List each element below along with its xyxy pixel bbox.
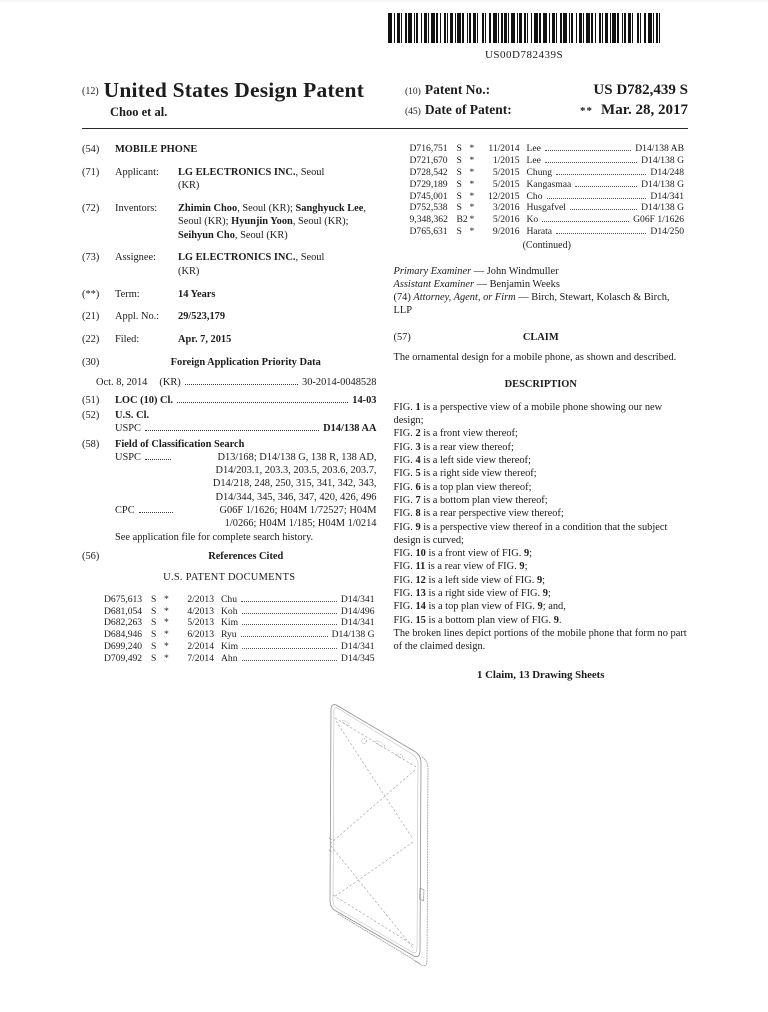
date-value: ** Mar. 28, 2017 <box>580 102 688 118</box>
claim-text: The ornamental design for a mobile phone, as shown and described. <box>393 352 677 364</box>
fig-description: FIG. 10 is a front view of FIG. 9; <box>393 548 533 560</box>
field-appl-no: (21) Appl. No.: 29/523,179 <box>82 311 226 323</box>
phone-perspective-drawing <box>296 692 464 988</box>
field-of-search: (58) Field of Classification Search USPC D13/168; D14/138 G, 138 R, 138 AD, D14/203.1, 203.3, 203.5, 203.6, 203.7, D14/218, 248, 250, 315, 341, 342, 343, D14/344, 345, 346, 347, 420, 426, 496 CPC G06F 1/1626; H04M 1/72527; H04M 1/0266; H04M 1/185; H04M 1/0214 See application file for complete search history. <box>82 438 377 543</box>
left-column <box>82 143 377 682</box>
field-us-cl: (52) U.S. Cl. USPC D14/138 AA <box>82 409 377 435</box>
assignee-value: LG ELECTRONICS INC., Seoul (KR) <box>178 252 325 277</box>
fig-description: FIG. 13 is a right side view of FIG. 9; <box>393 588 551 600</box>
inventors-value: Zhimin Choo, Seoul (KR); Sanghyuck Lee, Seoul (KR); Hyunjin Yoon, Seoul (KR); Seihyun Cho, Seoul (KR) <box>178 202 366 241</box>
reference-row: 9,348,362 B2 * 5/2016 Ko G06F 1/1626 <box>409 214 684 226</box>
reference-row: D699,240 S * 2/2014 Kim D14/341 <box>104 641 375 653</box>
fig-description: FIG. 3 is a rear view thereof; <box>393 441 514 453</box>
inventor-party: Choo et al. <box>110 105 168 119</box>
primary-examiner: Primary Examiner — John Windmuller <box>393 265 559 277</box>
reference-row: D729,189 S * 5/2015 Kangasmaa D14/138 G <box>409 178 684 190</box>
reference-row: D752,538 S * 3/2016 Husgafvel D14/138 G <box>409 202 684 214</box>
fig-description: FIG. 9 is a perspective view thereof in a condition that the subject design is curved; <box>393 521 668 546</box>
reference-row: D721,670 S * 1/2015 Lee D14/138 G <box>409 154 684 166</box>
field-filed: (22) Filed: Apr. 7, 2015 <box>82 334 232 346</box>
kind-code: (12) <box>82 86 99 97</box>
claim-summary: 1 Claim, 13 Drawing Sheets <box>477 668 605 681</box>
fig-description: FIG. 12 is a left side view of FIG. 9; <box>393 574 546 586</box>
fig-description: FIG. 15 is a bottom plan view of FIG. 9. <box>393 614 562 626</box>
field-assignee: (73) Assignee: LG ELECTRONICS INC., Seoul (KR) <box>82 251 377 278</box>
fig-description: FIG. 8 is a rear perspective view thereof; <box>393 508 564 520</box>
priority-heading: Foreign Application Priority Data <box>170 356 321 368</box>
us-patent-documents-subtitle: U.S. PATENT DOCUMENTS <box>163 572 296 584</box>
reference-row: D728,542 S * 5/2015 Chung D14/248 <box>409 166 684 178</box>
fig-description: FIG. 1 is a perspective view of a mobile phone showing our new design; <box>393 401 663 427</box>
fig-description: FIG. 14 is a top plan view of FIG. 9; and, <box>393 601 566 613</box>
patent-date-row <box>405 102 688 119</box>
reference-row: D684,946 S * 6/2013 Ryu D14/138 G <box>104 629 375 641</box>
patent-number-row <box>405 82 688 99</box>
patent-no-label: Patent No.: <box>424 82 491 97</box>
description-body <box>394 401 689 654</box>
claim-heading: (57) CLAIM <box>393 331 559 343</box>
patent-no-code: (10) <box>405 87 421 97</box>
field-priority-heading: (30) Foreign Application Priority Data <box>82 356 377 369</box>
reference-row: D765,631 S * 9/2016 Harata D14/250 <box>409 226 684 238</box>
barcode <box>388 13 660 61</box>
right-column <box>394 143 689 682</box>
date-label: Date of Patent: <box>424 102 512 117</box>
field-term: (**) Term: 14 Years <box>82 288 216 300</box>
field-loc: (51) LOC (10) Cl. 14-03 <box>82 394 377 406</box>
references-table-left <box>82 594 377 665</box>
continued-note: (Continued) <box>522 240 571 252</box>
broken-lines-note: The broken lines depict portions of the mobile phone that form no part of the claimed design. <box>393 628 687 653</box>
references-table-right <box>394 143 689 253</box>
patent-no-value: US D782,439 S <box>593 82 688 98</box>
mobile-phone-figure <box>296 692 464 988</box>
header-right <box>405 82 688 122</box>
applicant-value: LG ELECTRONICS INC., Seoul (KR) <box>178 166 325 192</box>
reference-row: D675,613 S * 2/2013 Chu D14/341 <box>104 593 375 605</box>
page-title: United States Design Patent <box>103 78 365 102</box>
field-title: (54) MOBILE PHONE <box>82 143 377 156</box>
reference-row: D716,751 S * 11/2014 Lee D14/138 AB <box>409 143 684 154</box>
field-applicant: (71) Applicant: LG ELECTRONICS INC., Seoul (KR) <box>82 166 377 193</box>
barcode-bars <box>388 13 660 43</box>
date-code: (45) <box>405 107 421 117</box>
reference-row: D745,001 S * 12/2015 Cho D14/341 <box>409 190 684 202</box>
fig-description: FIG. 6 is a top plan view thereof; <box>393 481 532 493</box>
fig-description: FIG. 5 is a right side view thereof; <box>393 468 537 480</box>
barcode-number: US00D782439S <box>484 49 564 61</box>
fig-description: FIG. 2 is a front view thereof; <box>393 428 518 440</box>
attorney-agent-firm: (74) Attorney, Agent, or Firm — Birch, Stewart, Kolasch & Birch, LLP <box>393 292 670 317</box>
assistant-examiner: Assistant Examiner — Benjamin Weeks <box>393 278 560 290</box>
fig-description: FIG. 4 is a left side view thereof; <box>393 454 531 466</box>
fig-description: FIG. 7 is a bottom plan view thereof; <box>393 494 548 506</box>
fig-description: FIG. 11 is a rear view of FIG. 9; <box>393 561 528 573</box>
invention-title: MOBILE PHONE <box>115 144 198 155</box>
field-inventors: (72) Inventors: Zhimin Choo, Seoul (KR); Sanghyuck Lee, Seoul (KR); Hyunjin Yoon, Seoul (KR); Seihyun Cho, Seoul (KR) <box>82 202 377 242</box>
header-divider <box>82 128 688 129</box>
description-heading: DESCRIPTION <box>504 379 577 391</box>
priority-entry: Oct. 8, 2014 (KR) 30-2014-0048528 <box>96 377 377 389</box>
reference-row: D681,054 S * 4/2013 Koh D14/496 <box>104 605 375 617</box>
examiner-block <box>394 265 689 318</box>
biblio-columns <box>82 143 688 682</box>
date-stars: ** <box>580 105 594 117</box>
reference-row: D709,492 S * 7/2014 Ahn D14/345 <box>104 653 375 665</box>
references-heading: (56) References Cited <box>82 551 284 562</box>
reference-row: D682,263 S * 5/2013 Kim D14/341 <box>104 617 375 629</box>
